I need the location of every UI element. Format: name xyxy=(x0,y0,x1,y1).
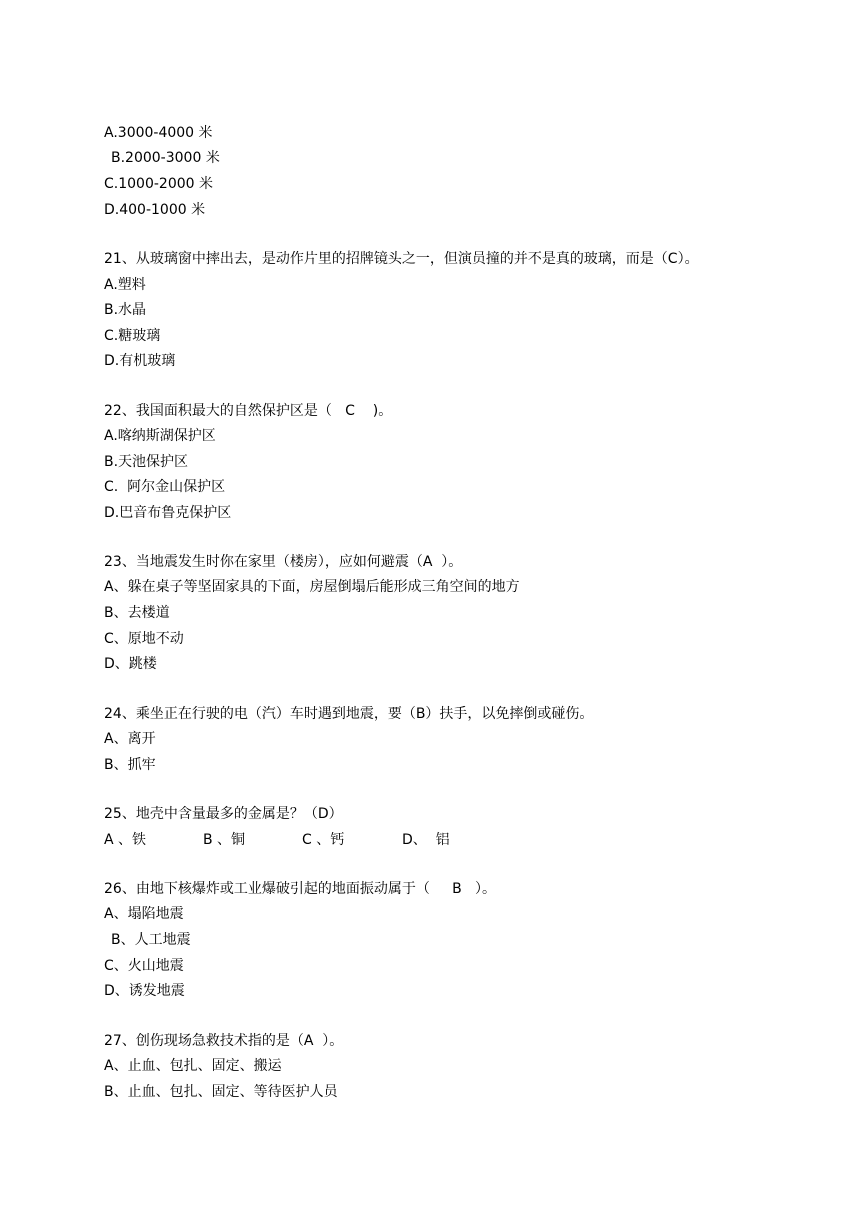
q20-option-d: D.400-1000 米 xyxy=(104,202,206,218)
q21-option-a: A.塑料 xyxy=(104,277,146,293)
q23-option-b: B、去楼道 xyxy=(104,605,170,621)
q25-question: 25、地壳中含量最多的金属是？（D） xyxy=(104,806,343,822)
q20-option-b: B.2000-3000 米 xyxy=(111,150,220,166)
q24-option-b: B、抓牢 xyxy=(104,757,156,773)
q22-option-d: D.巴音布鲁克保护区 xyxy=(104,505,232,521)
q22-option-c: C. 阿尔金山保护区 xyxy=(104,479,226,495)
q21-option-d: D.有机玻璃 xyxy=(104,353,176,369)
q25-option-b: B 、铜 xyxy=(203,832,246,848)
q20-option-a: A.3000-4000 米 xyxy=(104,125,213,141)
q25-option-c: C 、钙 xyxy=(302,832,345,848)
q24-option-a: A、离开 xyxy=(104,731,156,747)
q25-option-a: A 、铁 xyxy=(104,832,147,848)
q22-option-b: B.天池保护区 xyxy=(104,454,189,470)
q26-option-b: B、人工地震 xyxy=(111,932,191,948)
q20-option-c: C.1000-2000 米 xyxy=(104,176,213,192)
q24-question: 24、乘坐正在行驶的电（汽）车时遇到地震，要（B）扶手，以免摔倒或碰伤。 xyxy=(104,706,594,722)
q26-option-c: C、火山地震 xyxy=(104,958,184,974)
q26-option-d: D、诱发地震 xyxy=(104,983,185,999)
q26-option-a: A、塌陷地震 xyxy=(104,906,184,922)
q26-question: 26、由地下核爆炸或工业爆破引起的地面振动属于（ B ）。 xyxy=(104,881,497,897)
q23-option-c: C、原地不动 xyxy=(104,631,184,647)
q23-option-a: A、躲在桌子等坚固家具的下面，房屋倒塌后能形成三角空间的地方 xyxy=(104,579,520,595)
q27-option-a: A、止血、包扎、固定、搬运 xyxy=(104,1058,282,1074)
q27-question: 27、创伤现场急救技术指的是（A ）。 xyxy=(104,1033,344,1049)
q21-option-b: B.水晶 xyxy=(104,302,147,318)
q25-option-d: D、 铝 xyxy=(402,832,450,848)
q21-option-c: C.糖玻璃 xyxy=(104,328,161,344)
q27-option-b: B、止血、包扎、固定、等待医护人员 xyxy=(104,1084,338,1100)
q23-option-d: D、跳楼 xyxy=(104,656,157,672)
q21-question: 21、从玻璃窗中摔出去，是动作片里的招牌镜头之一，但演员撞的并不是真的玻璃，而是（C）。 xyxy=(104,251,699,267)
q22-option-a: A.喀纳斯湖保护区 xyxy=(104,428,216,444)
q23-question: 23、当地震发生时你在家里（楼房），应如何避震（A ）。 xyxy=(104,554,463,570)
q22-question: 22、我国面积最大的自然保护区是（ C )。 xyxy=(104,403,393,419)
